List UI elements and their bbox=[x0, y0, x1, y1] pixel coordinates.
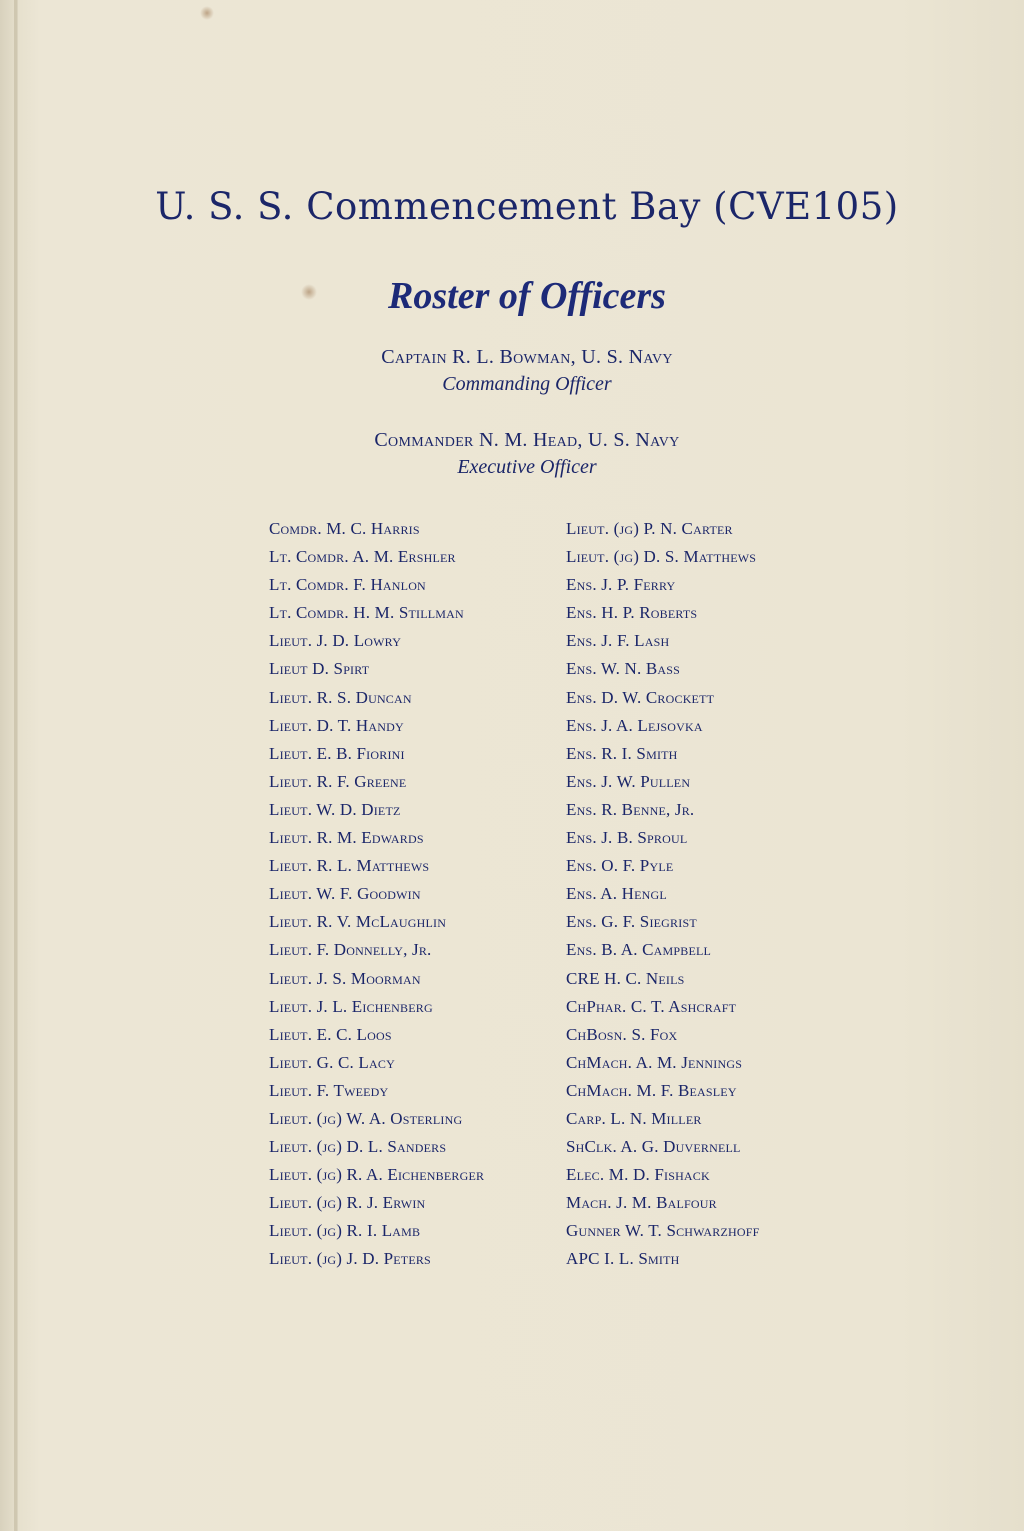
roster-entry: Ens. A. Hengl bbox=[566, 884, 667, 904]
commanding-officer-name: Captain R. L. Bowman, U. S. Navy bbox=[381, 346, 673, 368]
roster-entry: Ens. D. W. Crockett bbox=[566, 687, 715, 707]
roster-entry: Ens. R. Benne, Jr. bbox=[566, 799, 695, 819]
roster-title: Roster of Officers bbox=[388, 275, 666, 317]
roster-right-column bbox=[566, 515, 759, 1274]
roster-entry: Lieut. F. Tweedy bbox=[269, 1080, 389, 1100]
commanding-officer-block bbox=[0, 346, 1024, 396]
roster-entry: Lieut. (jg) R. I. Lamb bbox=[269, 1221, 421, 1241]
roster-entry: Lieut. D. T. Handy bbox=[269, 715, 404, 735]
roster-entry: CRE H. C. Neils bbox=[566, 968, 685, 988]
roster-entry: Lieut D. Spirt bbox=[269, 659, 370, 679]
roster-entry: Lieut. W. F. Goodwin bbox=[269, 884, 421, 904]
roster-entry: Lieut. R. V. McLaughlin bbox=[269, 912, 447, 932]
roster-entry: Ens. B. A. Campbell bbox=[566, 940, 712, 960]
roster-entry: Lieut. R. L. Matthews bbox=[269, 856, 430, 876]
roster-entry: ChPhar. C. T. Ashcraft bbox=[566, 996, 737, 1016]
roster-entry: Mach. J. M. Balfour bbox=[566, 1193, 717, 1213]
roster-entry: Ens. J. P. Ferry bbox=[566, 575, 676, 595]
roster-entry: Ens. G. F. Siegrist bbox=[566, 912, 697, 932]
roster-entry: Lieut. (jg) J. D. Peters bbox=[269, 1249, 431, 1269]
roster-entry: Lieut. E. B. Fiorini bbox=[269, 743, 405, 763]
roster-entry: Lieut. J. D. Lowry bbox=[269, 631, 402, 651]
roster-entry: Ens. O. F. Pyle bbox=[566, 856, 674, 876]
ship-title: U. S. S. Commencement Bay (CVE105) bbox=[155, 185, 899, 228]
roster-entry: Lt. Comdr. A. M. Ershler bbox=[269, 547, 456, 567]
executive-officer-block bbox=[0, 429, 1024, 479]
roster-entry: Ens. J. W. Pullen bbox=[566, 771, 691, 791]
roster-entry: Lieut. W. D. Dietz bbox=[269, 799, 401, 819]
roster-entry: Comdr. M. C. Harris bbox=[269, 519, 420, 538]
roster-entry: Lieut. (jg) W. A. Osterling bbox=[269, 1108, 463, 1128]
executive-officer-role: Executive Officer bbox=[457, 456, 597, 478]
roster-entry: Lt. Comdr. H. M. Stillman bbox=[269, 603, 464, 623]
roster-entry: Lieut. E. C. Loos bbox=[269, 1024, 392, 1044]
roster-entry: Lieut. R. M. Edwards bbox=[269, 828, 424, 848]
roster-entry: Ens. J. B. Sproul bbox=[566, 828, 688, 848]
roster-entry: Ens. J. F. Lash bbox=[566, 631, 670, 651]
roster-entry: APC I. L. Smith bbox=[566, 1249, 680, 1269]
roster-entry: Lieut. (jg) D. L. Sanders bbox=[269, 1137, 447, 1157]
roster-entry: Ens. R. I. Smith bbox=[566, 743, 678, 763]
roster-entry: Lieut. J. L. Eichenberg bbox=[269, 996, 433, 1016]
roster-entry: Gunner W. T. Schwarzhoff bbox=[566, 1221, 760, 1241]
roster-entry: Lieut. (jg) D. S. Matthews bbox=[566, 547, 757, 567]
roster-entry: Lieut. (jg) P. N. Carter bbox=[566, 519, 733, 538]
roster-entry: Lt. Comdr. F. Hanlon bbox=[269, 575, 426, 595]
roster-entry: Ens. H. P. Roberts bbox=[566, 603, 698, 623]
roster-entry: Elec. M. D. Fishack bbox=[566, 1165, 710, 1185]
roster-entry: Lieut. (jg) R. J. Erwin bbox=[269, 1193, 426, 1213]
roster-entry: Lieut. F. Donnelly, Jr. bbox=[269, 940, 432, 960]
roster-entry: ShClk. A. G. Duvernell bbox=[566, 1137, 741, 1157]
roster-left-column bbox=[269, 515, 484, 1274]
roster-entry: ChMach. A. M. Jennings bbox=[566, 1052, 743, 1072]
roster-entry: Ens. J. A. Lejsovka bbox=[566, 715, 703, 735]
roster-entry: Lieut. J. S. Moorman bbox=[269, 968, 421, 988]
roster-entry: Lieut. (jg) R. A. Eichenberger bbox=[269, 1165, 485, 1185]
roster-entry: Lieut. G. C. Lacy bbox=[269, 1052, 395, 1072]
roster-entry: ChMach. M. F. Beasley bbox=[566, 1080, 737, 1100]
commanding-officer-role: Commanding Officer bbox=[442, 373, 612, 395]
roster-entry: Carp. L. N. Miller bbox=[566, 1108, 702, 1128]
roster-entry: Lieut. R. F. Greene bbox=[269, 771, 407, 791]
roster-entry: ChBosn. S. Fox bbox=[566, 1024, 678, 1044]
binding-edge bbox=[14, 0, 18, 1531]
executive-officer-name: Commander N. M. Head, U. S. Navy bbox=[374, 429, 680, 451]
paper-stain bbox=[200, 6, 214, 20]
roster-entry: Ens. W. N. Bass bbox=[566, 659, 681, 679]
roster-entry: Lieut. R. S. Duncan bbox=[269, 687, 412, 707]
